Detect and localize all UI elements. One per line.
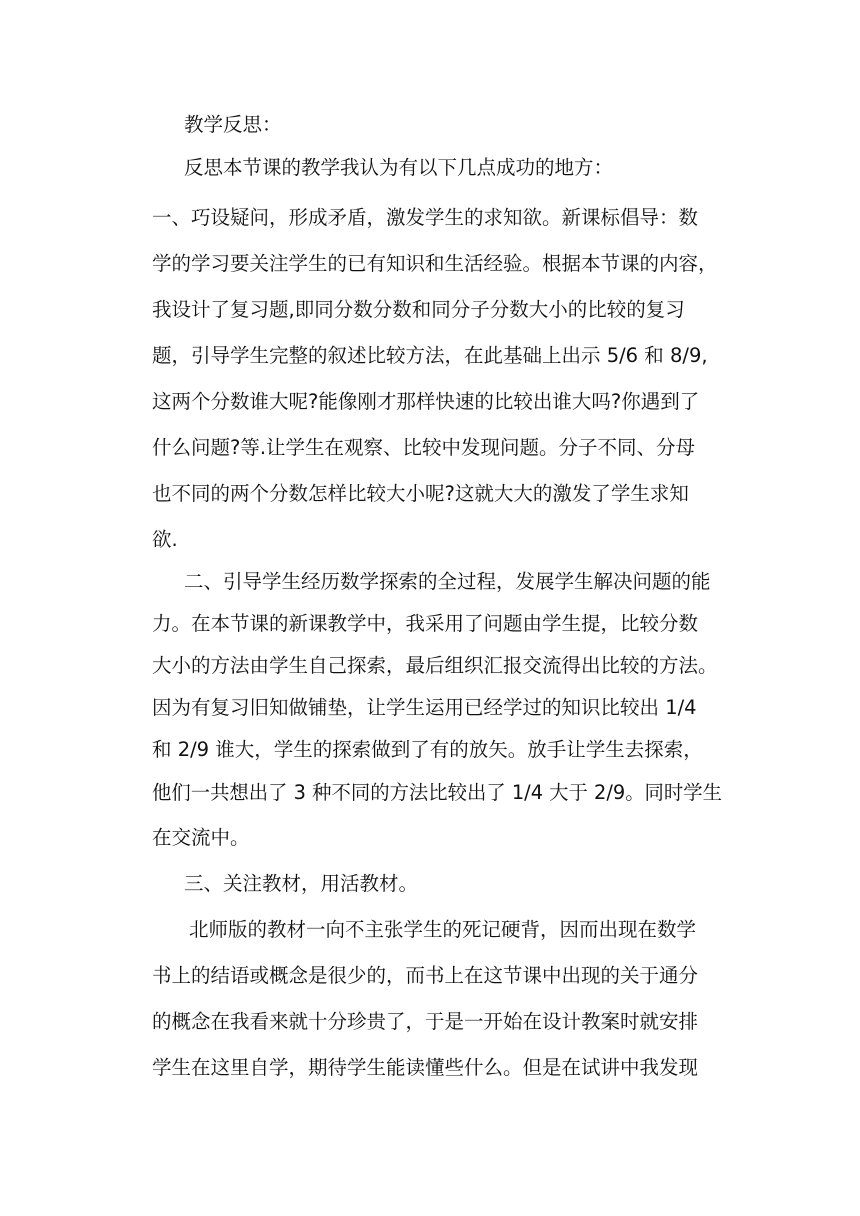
section3-line: 学生在这里自学，期待学生能读懂些什么。但是在试讲中我发现 — [152, 1056, 699, 1079]
section2-line: 力。在本节课的新课教学中，我采用了问题由学生提，比较分数 — [152, 612, 699, 635]
section1-line: 什么问题?等.让学生在观察、比较中发现问题。分子不同、分母 — [152, 436, 696, 459]
section1-line: 我设计了复习题,即同分数分数和同分子分数大小的比较的复习 — [152, 298, 685, 321]
section1-line: 欲. — [152, 528, 178, 551]
section3-line: 北师版的教材一向不主张学生的死记硬背，因而出现在数学 — [189, 918, 697, 941]
section2-line: 因为有复习旧知做铺垫，让学生运用已经学过的知识比较出 1/4 — [152, 696, 697, 719]
intro-paragraph: 反思本节课的教学我认为有以下几点成功的地方： — [184, 156, 614, 179]
section3-title: 三、关注教材，用活教材。 — [184, 872, 419, 895]
section1-line: 一、巧设疑问，形成矛盾，激发学生的求知欲。新课标倡导：数 — [152, 206, 699, 229]
section1-line: 这两个分数谁大呢?能像刚才那样快速的比较出谁大吗?你遇到了 — [152, 390, 700, 413]
section3-line: 的概念在我看来就十分珍贵了，于是一开始在设计教案时就安排 — [152, 1010, 699, 1033]
section1-line: 题，引导学生完整的叙述比较方法，在此基础上出示 5/6 和 8/9, — [152, 344, 708, 367]
section1-line: 学的学习要关注学生的已有知识和生活经验。根据本节课的内容， — [152, 252, 718, 275]
section2-line: 二、引导学生经历数学探索的全过程，发展学生解决问题的能 — [184, 570, 711, 593]
section2-line: 在交流中。 — [152, 826, 250, 849]
section3-line: 书上的结语或概念是很少的，而书上在这节课中出现的关于通分 — [152, 964, 699, 987]
section1-line: 也不同的两个分数怎样比较大小呢?这就大大的激发了学生求知 — [152, 482, 689, 505]
section2-line: 大小的方法由学生自己探索，最后组织汇报交流得出比较的方法。 — [152, 654, 718, 677]
document-heading: 教学反思： — [184, 113, 282, 136]
section2-line: 他们一共想出了 3 种不同的方法比较出了 1/4 大于 2/9。同时学生 — [152, 781, 722, 804]
section2-line: 和 2/9 谁大，学生的探索做到了有的放矢。放手让学生去探索， — [152, 738, 703, 761]
